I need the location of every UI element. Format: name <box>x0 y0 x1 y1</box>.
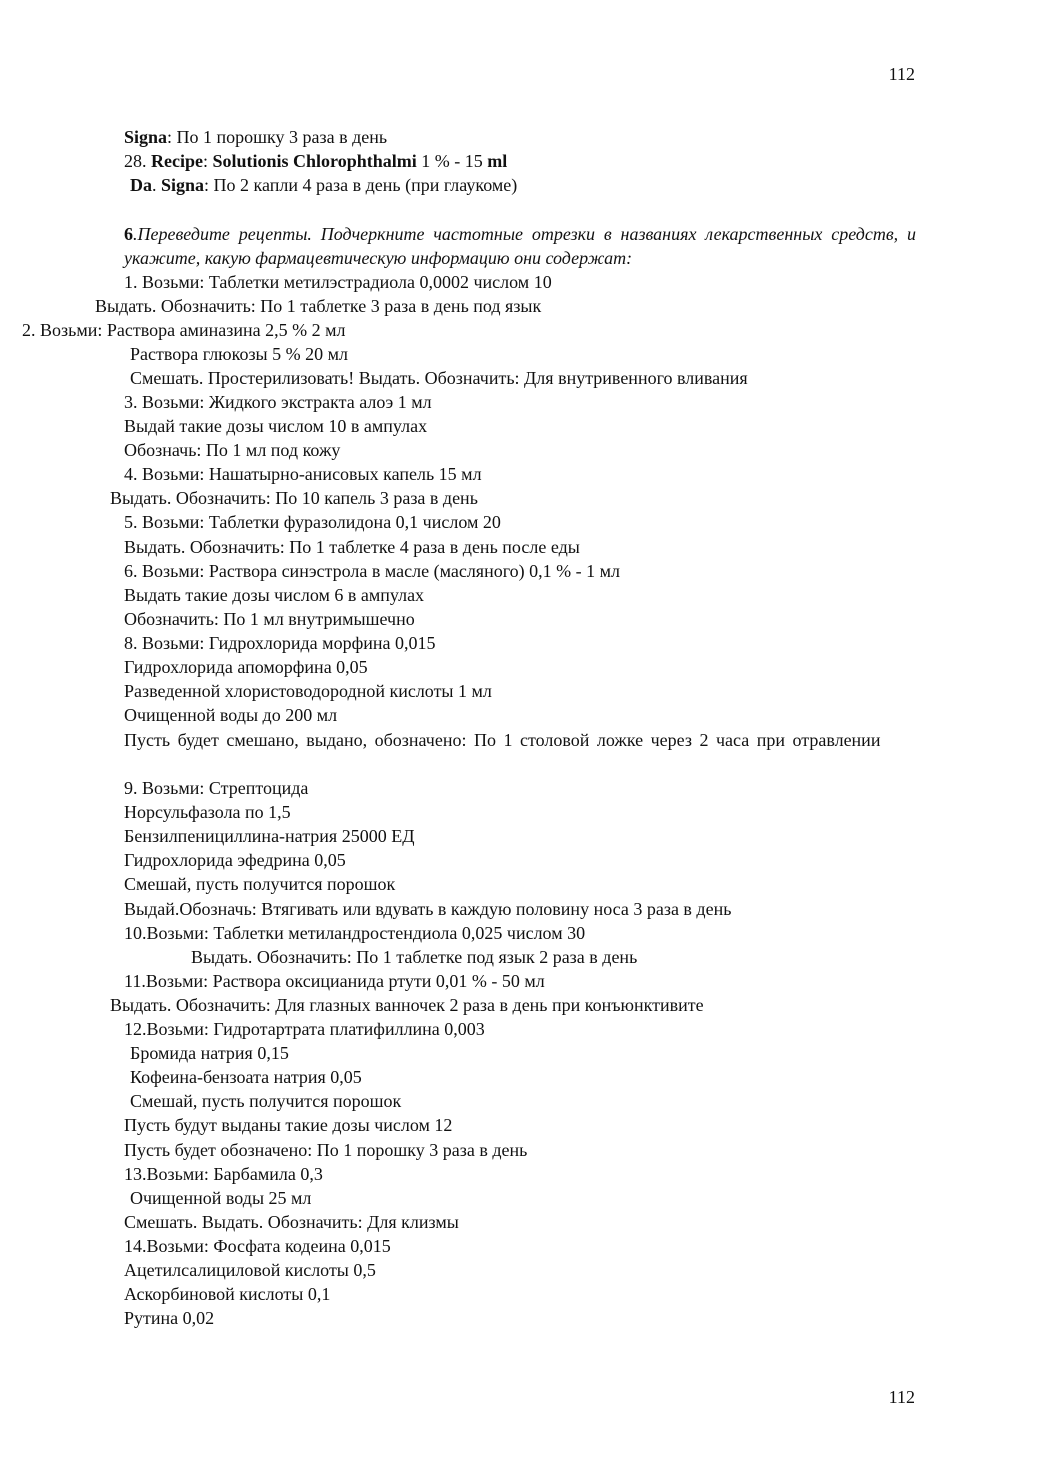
recipe-line: Очищенной воды 25 мл <box>130 1188 312 1208</box>
recipe-line: Норсульфазола по 1,5 <box>124 802 291 822</box>
recipe-line: 12.Возьми: Гидротартрата платифиллина 0,003 <box>124 1019 485 1039</box>
recipe-line: Выдай.Обозначь: Втягивать или вдувать в каждую половину носа 3 раза в день <box>124 899 732 919</box>
recipe-line: 2. Возьми: Раствора аминазина 2,5 % 2 мл <box>22 320 346 340</box>
recipe-line: Кофеина-бензоата натрия 0,05 <box>130 1067 362 1087</box>
recipe-line: Обозначь: По 1 мл под кожу <box>124 440 341 460</box>
recipe-line: Разведенной хлористоводородной кислоты 1 мл <box>124 681 492 701</box>
recipe-line: Выдать. Обозначить: По 10 капель 3 раза в день <box>110 488 478 508</box>
recipe-line: Аскорбиновой кислоты 0,1 <box>124 1284 331 1304</box>
recipe-28-line: 28. Recipe: Solutionis Chlorophthalmi 1 % - 15 ml <box>124 151 508 171</box>
recipe-line: Пусть будет обозначено: По 1 порошку 3 раза в день <box>124 1140 528 1160</box>
recipe-line: Ацетилсалициловой кислоты 0,5 <box>124 1260 376 1280</box>
recipe-line: Бромида натрия 0,15 <box>130 1043 289 1063</box>
recipe-line: Выдать. Обозначить: Для глазных ванночек 2 раза в день при конъюнктивите <box>110 995 704 1015</box>
recipe-line: Бензилпенициллина-натрия 25000 ЕД <box>124 826 415 846</box>
recipe-line: Очищенной воды до 200 мл <box>124 705 338 725</box>
recipe-line: Гидрохлорида эфедрина 0,05 <box>124 850 346 870</box>
recipe-line: 8. Возьми: Гидрохлорида морфина 0,015 <box>124 633 436 653</box>
recipe-line: 5. Возьми: Таблетки фуразолидона 0,1 числом 20 <box>124 512 501 532</box>
recipe-line: Раствора глюкозы 5 % 20 мл <box>130 344 349 364</box>
recipe-line: 11.Возьми: Раствора оксицианида ртути 0,01 % - 50 мл <box>124 971 545 991</box>
page-number-bottom: 112 <box>888 1387 915 1407</box>
page-number-top: 112 <box>888 64 915 84</box>
recipe-line: 4. Возьми: Нашатырно-анисовых капель 15 мл <box>124 464 482 484</box>
signa-line: Signa: По 1 порошку 3 раза в день <box>124 127 388 147</box>
recipe-line: Обозначить: По 1 мл внутримышечно <box>124 609 415 629</box>
recipe-line: Пусть будут выданы такие дозы числом 12 <box>124 1115 453 1135</box>
task-6-instruction: 6.Переведите рецепты. Подчеркните частотные отрезки в названиях лекарственных средств, и укажите, какую фармацевтическую информацию они содержат: <box>124 224 916 268</box>
recipe-line: Выдай такие дозы числом 10 в ампулах <box>124 416 428 436</box>
recipe-line: 14.Возьми: Фосфата кодеина 0,015 <box>124 1236 391 1256</box>
recipe-line: 13.Возьми: Барбамила 0,3 <box>124 1164 323 1184</box>
da-signa-line: Da. Signa: По 2 капли 4 раза в день (при глаукоме) <box>130 175 518 195</box>
recipe-line: Выдать. Обозначить: По 1 таблетке 3 раза в день под язык <box>95 296 542 316</box>
recipe-line: Гидрохлорида апоморфина 0,05 <box>124 657 368 677</box>
recipe-line: Смешай, пусть получится порошок <box>130 1091 402 1111</box>
recipe-line: Смешай, пусть получится порошок <box>124 874 396 894</box>
recipe-line: Смешать. Выдать. Обозначить: Для клизмы <box>124 1212 459 1232</box>
recipe-line: 1. Возьми: Таблетки метилэстрадиола 0,0002 числом 10 <box>124 272 552 292</box>
recipe-line: Рутина 0,02 <box>124 1308 215 1328</box>
recipe-line: 10.Возьми: Таблетки метиландростендиола 0,025 числом 30 <box>124 923 586 943</box>
recipe-line: 6. Возьми: Раствора синэстрола в масле (масляного) 0,1 % - 1 мл <box>124 561 621 581</box>
recipe-line: Выдать. Обозначить: По 1 таблетке 4 раза в день после еды <box>124 537 580 557</box>
recipe-line: 3. Возьми: Жидкого экстракта алоэ 1 мл <box>124 392 432 412</box>
recipe-line: Пусть будет смешано, выдано, обозначено: По 1 столовой ложке через 2 часа при отравлении <box>124 730 881 750</box>
recipe-line: Выдать. Обозначить: По 1 таблетке под язык 2 раза в день <box>191 947 638 967</box>
recipe-line: Смешать. Простерилизовать! Выдать. Обозначить: Для внутривенного вливания <box>130 368 748 388</box>
recipe-line: Выдать такие дозы числом 6 в ампулах <box>124 585 425 605</box>
recipe-line: 9. Возьми: Стрептоцида <box>124 778 309 798</box>
